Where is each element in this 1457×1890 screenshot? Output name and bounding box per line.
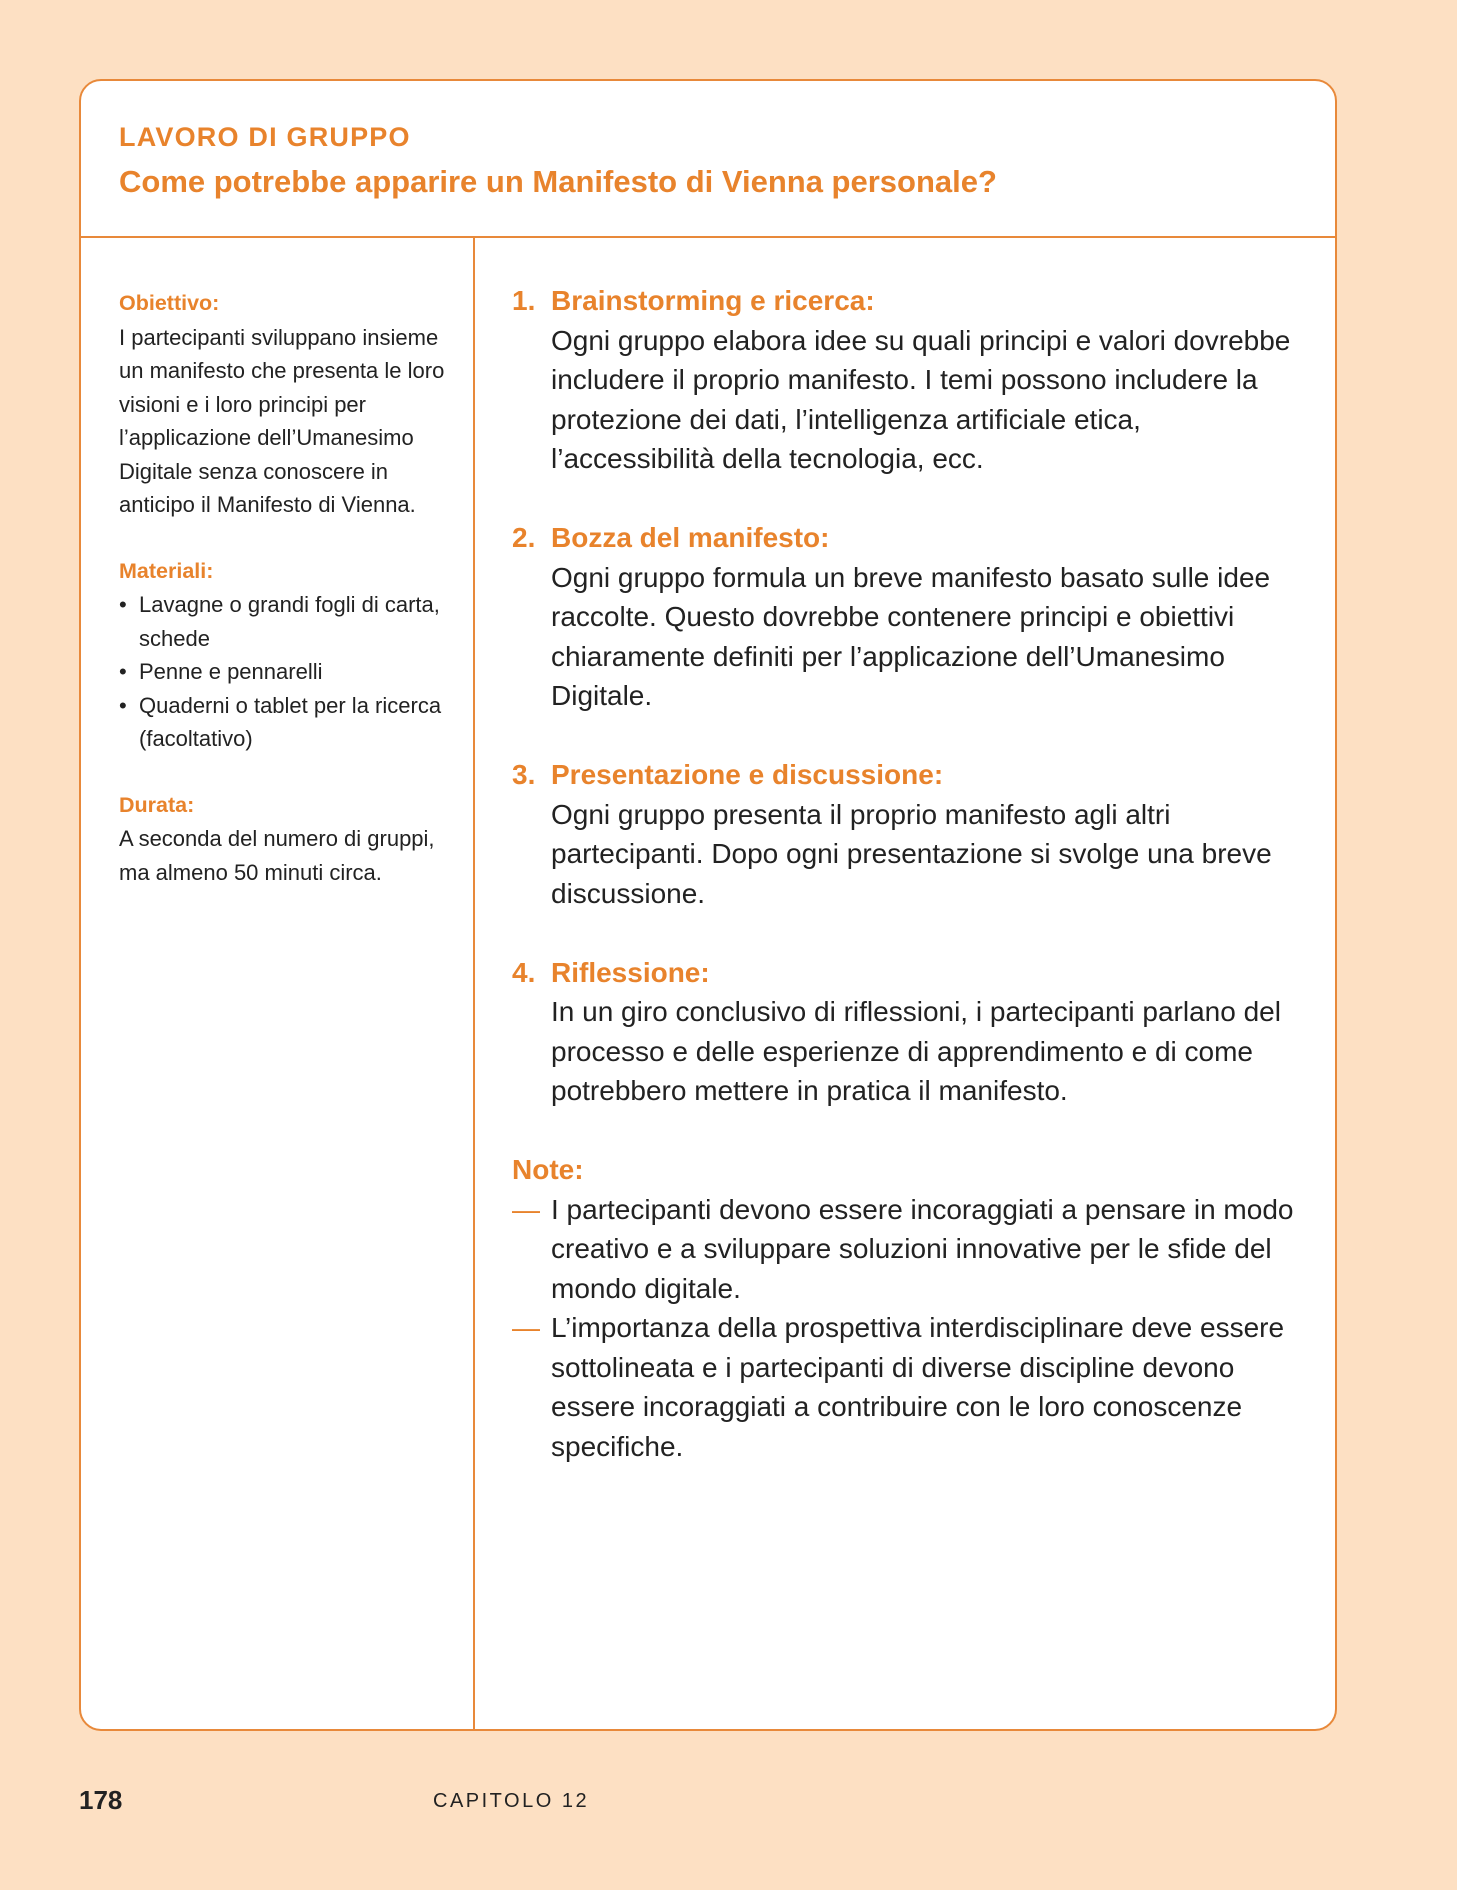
step-title: Brainstorming e ricerca: (551, 285, 875, 316)
note-item (512, 1190, 1312, 1309)
sidebar (119, 287, 449, 922)
step-text: Ogni gruppo presenta il proprio manifesto agli altri partecipanti. Dopo ogni presentazione si svolge una breve discussione. (551, 798, 1272, 909)
notes-section (512, 1150, 1312, 1466)
step-number: 4. (512, 956, 536, 988)
step-text: Ogni gruppo elabora idee su quali principi e valori dovrebbe includere il proprio manifesto. I temi possono includere la protezione dei dati, l’intelligenza artificiale etica, l’accessibilità della tecnologia, ecc. (551, 324, 1291, 474)
objective-section (119, 287, 449, 522)
card-header (81, 81, 1335, 238)
card-title: Come potrebbe apparire un Manifesto di Vienna personale? (119, 164, 997, 199)
step-text: In un giro conclusivo di riflessioni, i partecipanti parlano del processo e delle esperienze di apprendimento e di come potrebbero mettere in pratica il manifesto. (551, 996, 1281, 1106)
chapter-label: CAPITOLO 12 (433, 1790, 590, 1812)
materials-list (119, 588, 449, 756)
notes-label: Note: (512, 1154, 584, 1185)
step-heading (512, 953, 1312, 993)
materials-item-text: Penne e pennarelli (139, 659, 323, 684)
objective-label: Obiettivo: (119, 291, 220, 315)
duration-label: Durata: (119, 792, 195, 817)
column-divider (473, 238, 475, 1729)
notes-list (512, 1190, 1312, 1467)
materials-item (119, 588, 449, 655)
note-item (512, 1308, 1312, 1466)
bullet-icon: • (119, 659, 127, 684)
materials-item (119, 689, 449, 756)
bullet-icon: • (119, 692, 127, 718)
step-heading (512, 281, 1312, 321)
materials-label: Materiali: (119, 558, 214, 583)
step-heading (512, 755, 1312, 795)
step-number: 2. (512, 522, 536, 553)
step-title: Bozza del manifesto: (551, 522, 830, 553)
step-title: Riflessione: (551, 956, 710, 988)
step-number: 1. (512, 285, 536, 316)
note-text: I partecipanti devono essere incoraggiati a pensare in modo creativo e a sviluppare soluzioni innovative per le sfide del mondo digitale. (551, 1193, 1294, 1304)
materials-section (119, 555, 449, 756)
dash-icon: — (512, 1312, 540, 1343)
step-item (512, 755, 1312, 913)
materials-item-text: Lavagne o grandi fogli di carta, schede (139, 592, 440, 651)
duration-section (119, 789, 449, 890)
step-text: Ogni gruppo formula un breve manifesto basato sulle idee raccolte. Questo dovrebbe contenere principi e obiettivi chiaramente definiti per l’applicazione dell’Umanesimo Digitale. (551, 561, 1271, 711)
activity-card (79, 79, 1337, 1731)
duration-text: A seconda del numero di gruppi, ma almeno 50 minuti circa. (119, 826, 435, 885)
bullet-icon: • (119, 592, 127, 617)
dash-icon: — (512, 1193, 540, 1225)
page-number: 178 (79, 1785, 123, 1815)
step-number: 3. (512, 759, 536, 790)
card-kicker: LAVORO DI GRUPPO (119, 122, 411, 152)
note-text: L’importanza della prospettiva interdisciplinare deve essere sottolineata e i partecipanti di diverse discipline devono essere incoraggiati a contribuire con le loro conoscenze specifiche. (551, 1312, 1285, 1462)
steps-column (512, 281, 1312, 1466)
step-heading (512, 518, 1312, 558)
objective-text: I partecipanti sviluppano insieme un manifesto che presenta le loro visioni e i loro principi per l’applicazione dell’Umanesimo Digitale senza conoscere in anticipo il Manifesto di Vienna. (119, 324, 445, 517)
materials-item (119, 655, 449, 689)
step-item (512, 518, 1312, 716)
step-title: Presentazione e discussione: (551, 759, 944, 790)
step-item (512, 281, 1312, 479)
materials-item-text: Quaderni o tablet per la ricerca (facoltativo) (139, 692, 442, 751)
step-item (512, 953, 1312, 1111)
